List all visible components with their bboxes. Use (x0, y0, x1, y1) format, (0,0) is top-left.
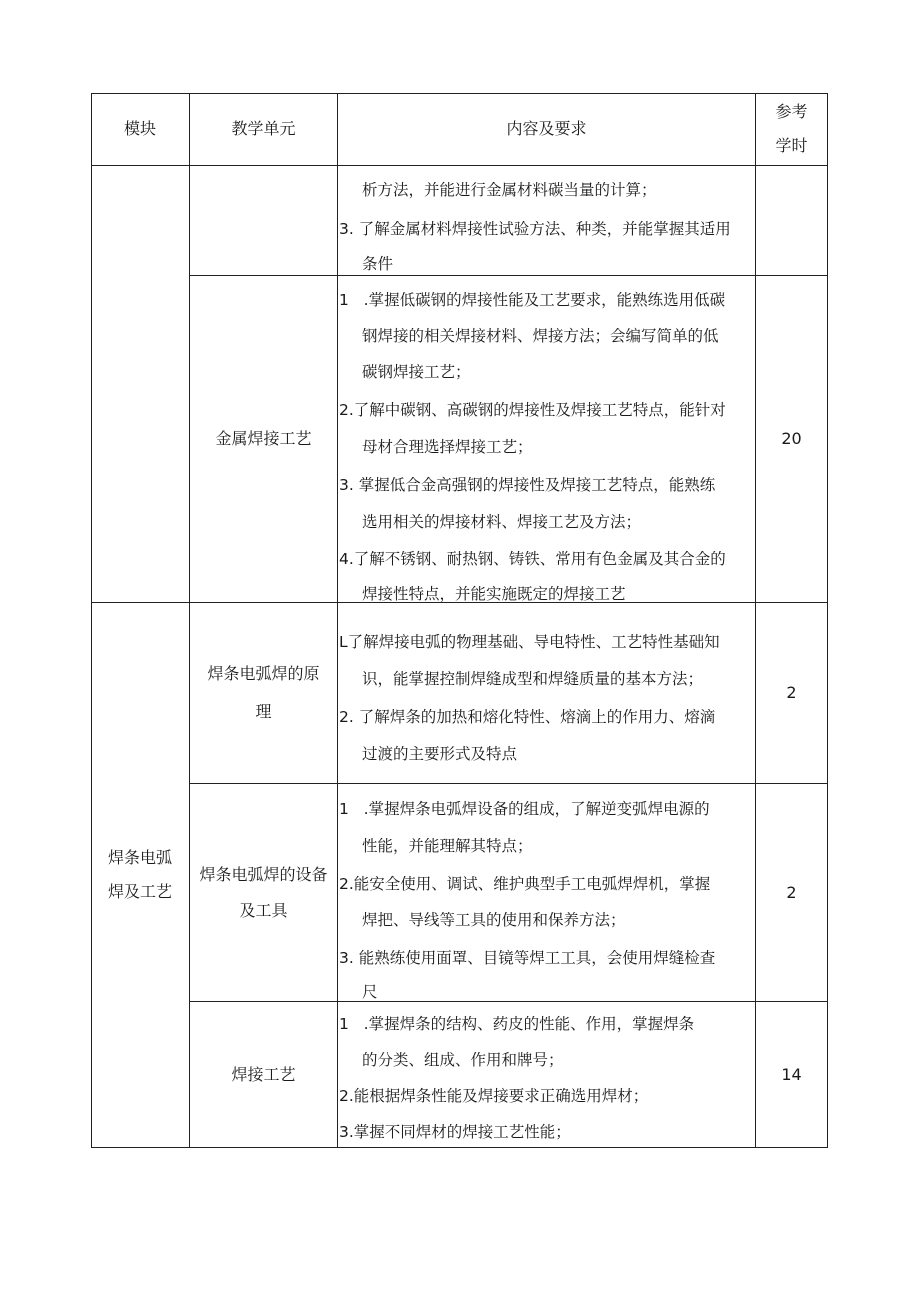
hours-value: 2 (786, 882, 797, 902)
content-line: 3. 掌握低合金高强钢的焊接性及焊接工艺特点，能熟练 (339, 476, 716, 494)
content-line: 4.了解不锈钢、耐热钢、铸铁、常用有色金属及其合金的 (339, 550, 726, 568)
content-line: 2.能安全使用、调试、维护典型手工电弧焊焊机，掌握 (339, 875, 711, 893)
row-divider (91, 165, 828, 166)
hours-cell (756, 276, 827, 602)
content-line: 选用相关的焊接材料、焊接工艺及方法； (362, 513, 642, 531)
content-line: 识，能掌握控制焊缝成型和焊缝质量的基本方法； (362, 670, 704, 688)
unit-cell (190, 1002, 337, 1147)
course-table (91, 93, 828, 1148)
unit-cell (190, 784, 337, 1001)
hours-cell (756, 1002, 827, 1147)
header-content-text: 内容及要求 (506, 119, 587, 138)
header-module (91, 93, 189, 165)
header-module-text: 模块 (123, 119, 156, 138)
unit-name: 金属焊接工艺 (215, 429, 312, 448)
content-line: 3.掌握不同焊材的焊接工艺性能； (339, 1123, 571, 1141)
content-line: 1 .掌握焊条的结构、药皮的性能、作用，掌握焊条 (339, 1015, 695, 1033)
table-border-bottom (91, 1147, 828, 1148)
header-unit (190, 93, 337, 165)
header-unit-text: 教学单元 (231, 119, 296, 138)
content-line: 碳钢焊接工艺； (362, 363, 471, 381)
module-cell (91, 603, 189, 1147)
content-line: 条件 (362, 255, 394, 273)
content-line: 过渡的主要形式及特点 (362, 745, 518, 763)
hours-cell (756, 603, 827, 783)
content-line: 1 .掌握低碳钢的焊接性能及工艺要求，能熟练选用低碳 (339, 291, 726, 309)
content-line: 的分类、组成、作用和牌号； (362, 1051, 564, 1069)
hours-value: 2 (786, 683, 797, 702)
unit-cell (190, 276, 337, 602)
header-content (338, 93, 755, 165)
unit-name-line: 焊条电弧焊的原 (207, 664, 320, 683)
content-line: 焊接性特点，并能实施既定的焊接工艺 (362, 585, 626, 603)
hours-value: 14 (781, 1064, 802, 1084)
content-line: 析方法，并能进行金属材料碳当量的计算； (362, 181, 657, 199)
content-line: 3. 能熟练使用面罩、目镜等焊工工具，会使用焊缝检查 (339, 949, 716, 967)
content-line: 尺 (362, 983, 378, 1001)
content-line: 母材合理选择焊接工艺； (362, 438, 533, 456)
hours-value: 20 (781, 429, 802, 448)
content-line: 1 .掌握焊条电弧焊设备的组成，了解逆变弧焊电源的 (339, 800, 710, 818)
content-line: 2. 了解焊条的加热和熔化特性、熔滴上的作用力、熔滴 (339, 708, 716, 726)
content-line: 焊把、导线等工具的使用和保养方法； (362, 911, 626, 929)
unit-name-line: 焊条电弧焊的设备 (199, 864, 328, 884)
hours-cell (756, 784, 827, 1001)
module-name-line: 焊条电弧 (107, 848, 172, 867)
table-border-right (827, 93, 828, 1148)
header-hours (756, 93, 827, 165)
unit-name: 焊接工艺 (231, 1064, 296, 1084)
content-line: L了解焊接电弧的物理基础、导电特性、工艺特性基础知 (339, 633, 720, 651)
col-divider (337, 93, 338, 1148)
unit-name-line: 及工具 (239, 900, 288, 920)
content-line: 钢焊接的相关焊接材料、焊接方法；会编写简单的低 (362, 327, 719, 345)
unit-cell (190, 603, 337, 783)
header-hours-line: 参考 (775, 102, 808, 121)
content-line: 性能，并能理解其特点； (362, 837, 533, 855)
content-line: 3. 了解金属材料焊接性试验方法、种类，并能掌握其适用 (339, 220, 731, 238)
content-line: 2.能根据焊条性能及焊接要求正确选用焊材； (339, 1087, 649, 1105)
unit-name-line: 理 (255, 702, 272, 721)
content-line: 2.了解中碳钢、高碳钢的焊接性及焊接工艺特点，能针对 (339, 401, 726, 419)
module-name-line: 焊及工艺 (107, 882, 172, 901)
header-hours-line: 学时 (775, 136, 808, 155)
